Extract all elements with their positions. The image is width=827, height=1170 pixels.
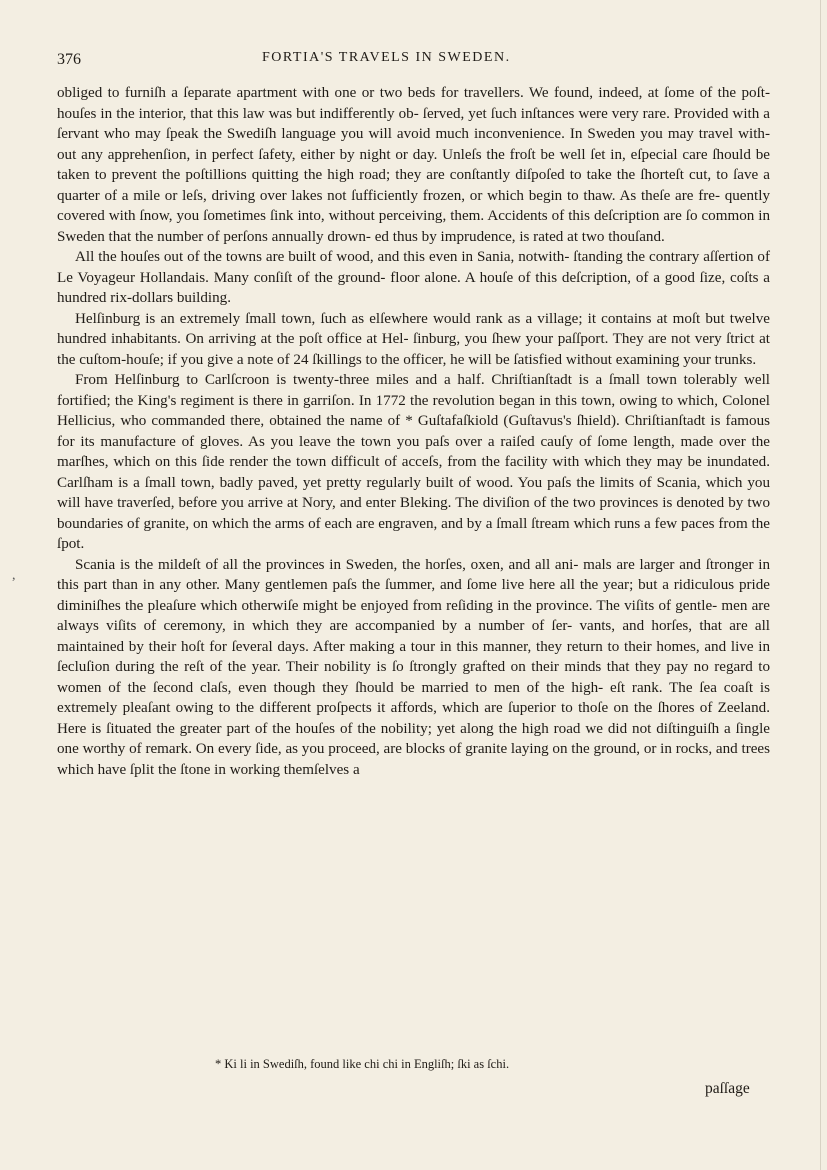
- page-number: 376: [57, 51, 81, 68]
- margin-mark: ,: [12, 568, 16, 583]
- paragraph: From Helſinburg to Carlſcroon is twenty-three miles and a half. Chriſtianſtadt is a ſmall town tolerably well fortified; the King's regiment is there in garriſon. In 1772 the revolution began in this town, owing to which, Colonel Hellicius, who commanded there, obtained the name of * Guſtafaſkiold (Guſtavus's ſhield). Chriſtianſtadt is famous for its manufacture of gloves. As you leave the town you paſs over a raiſed cauſy of ſome length, made over the marſhes, which on this ſide render the town difficult of acceſs, from the facility with which they may be inundated. Carlſham is a ſmall town, badly paved, yet pretty regularly built of wood. You paſs the limits of Scania, which you will have traverſed, before you arrive at Nory, and enter Bleking. The diviſion of the two provinces is denoted by two boundaries of granite, on which the arms of each are engraven, and by a ſmall ſtream which runs a few paces from the ſpot.: [57, 372, 770, 552]
- paragraph: obliged to furniſh a ſeparate apartment with one or two beds for travellers. We found, indeed, at ſome of the poſt-houſes in the interior, that this law was but indifferently ob- ſerved, yet ſuch inſtances were very rare. Provided with a ſervant who may ſpeak the Swediſh language you will avoid much inconvenience. In Sweden you may travel with- out any apprehenſion, in perfect ſafety, either by night or day. Unleſs the froſt be well ſet in, eſpecial care ſhould be taken to prevent the poſtillions quitting the high road; they are conſtantly diſpoſed to take the ſhorteſt cut, to ſave a quarter of a mile or leſs, driving over lakes not ſufficiently frozen, or which begin to thaw. As theſe are fre- quently covered with ſnow, you ſometimes ſink into, without perceiving, them. Accidents of this deſcription are ſo common in Sweden that the number of perſons annually drown- ed thus by imprudence, is rated at two thouſand.: [57, 85, 770, 245]
- running-title: FORTIA'S TRAVELS IN SWEDEN.: [262, 50, 511, 65]
- paragraph: All the houſes out of the towns are built of wood, and this even in Sania, notwith- ſtanding the contrary aſſertion of Le Voyageur Hollandais. Many conſiſt of the ground- floor alone. A houſe of this deſcription, of a good ſize, coſts a hundred rix-dollars building.: [57, 249, 770, 306]
- page-edge-line: [820, 0, 821, 1170]
- body-text: [57, 83, 770, 780]
- paragraph: Scania is the mildeſt of all the provinces in Sweden, the horſes, oxen, and all ani- mals are larger and ſtronger in this part than in any other. Many gentlemen paſs the ſummer, and ſome live here all the year; but a ridiculous pride diminiſhes the pleaſure which otherwiſe might be enjoyed from reſiding in the province. The viſits of gentle- men are always viſits of ceremony, in which they are accompanied by a number of ſer- vants, and horſes, that are all maintained by their hoſt for ſeveral days. After making a tour in this manner, they return to their homes, and live in ſecluſion during the reſt of the year. Their nobility is ſo ſtrongly grafted on their minds that they pay no regard to women of the ſecond claſs, even though they ſhould be married to men of the high- eſt rank. The ſea coaſt is extremely pleaſant owing to the different proſpects it affords, which are ſuperior to thoſe on the ſhores of Zeeland. Here is ſituated the greater part of the houſes of the nobility; yet along the high road we did not diſtinguiſh a ſingle one worthy of remark. On every ſide, as you proceed, are blocks of granite laying on the ground, or in rocks, and trees which have ſplit the ſtone in working themſelves a: [57, 556, 770, 778]
- catchword: paſſage: [705, 1080, 750, 1097]
- page-header: [57, 47, 769, 69]
- paragraph: Helſinburg is an extremely ſmall town, ſuch as elſewhere would rank as a village; it contains at moſt but twelve hundred inhabitants. On arriving at the poſt office at Hel- ſinburg, you ſhew your paſſport. They are not very ſtrict at the cuſtom-houſe; if you give a note of 24 ſkillings to the officer, he will be ſatisfied without examining your trunks.: [57, 310, 770, 368]
- footnote: * Ki li in Swediſh, found like chi chi in Engliſh; ſki as ſchi.: [215, 1057, 510, 1071]
